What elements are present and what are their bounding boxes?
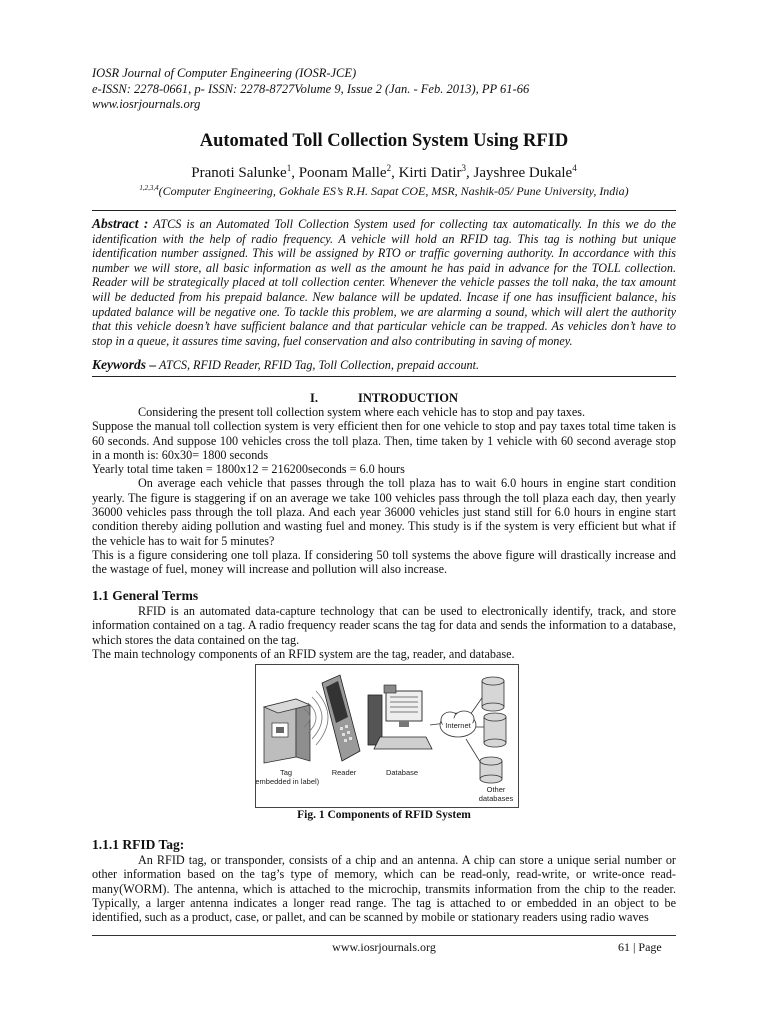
section-heading-introduction bbox=[0, 391, 768, 406]
tag-label: Tag bbox=[279, 768, 293, 777]
tag-sub-label: (embedded in label) bbox=[256, 777, 320, 786]
paragraph: An RFID tag, or transponder, consists of a chip and an antenna. A chip can store a unique serial number or other information based on the tag’s type of memory, which can be read-only, read-write, or write-once read-many(WORM). The antenna, which is attached to the microchip, transmits information from the chip to the reader. Typically, a larger antenna indicates a longer read range. The tag is attached to or embedded in an object to be identified, such as a product, case, or pallet, and can be scanned by mobile or stationary readers using radio waves bbox=[92, 853, 676, 925]
keywords-text: ATCS, RFID Reader, RFID Tag, Toll Collection, prepaid account. bbox=[158, 358, 480, 372]
footer-website[interactable]: www.iosrjournals.org bbox=[332, 940, 436, 954]
database-label: Database bbox=[385, 768, 419, 777]
paragraph: Suppose the manual toll collection system is very efficient then for one vehicle to stop and pay taxes total time taken is 60 seconds. And suppose 100 vehicles cross the toll plaza. Then, time taken by 1 vehicle with 60 second average stop in a month is: 60x30= 1800 seconds bbox=[92, 419, 676, 462]
affiliation-sup: 1,2,3,4 bbox=[139, 184, 159, 192]
internet-cloud-icon bbox=[440, 711, 476, 737]
rfid-diagram bbox=[256, 665, 518, 807]
author-sup: 4 bbox=[572, 163, 577, 173]
author-name: Jayshree Dukale bbox=[473, 165, 573, 181]
other-label: Other bbox=[486, 785, 506, 794]
affiliation bbox=[0, 184, 768, 199]
database-computer-icon bbox=[368, 685, 432, 749]
journal-header bbox=[92, 66, 529, 113]
author-sup: 3 bbox=[461, 163, 466, 173]
paragraph: Considering the present toll collection system where each vehicle has to stop and pay taxes. bbox=[138, 405, 586, 419]
figure-caption: Fig. 1 Components of RFID System bbox=[297, 809, 471, 821]
reader-label: Reader bbox=[331, 768, 357, 777]
top-divider bbox=[92, 210, 676, 211]
paragraph: RFID is an automated data-capture technology that can be used to electronically identify, track, and store information contained on a tag. A radio frequency reader scans the tag for data and sends the information to a database, which stores the data contained on the tag. bbox=[92, 604, 676, 647]
introduction-body bbox=[92, 405, 676, 577]
journal-name: IOSR Journal of Computer Engineering (IOSR-JCE) bbox=[92, 66, 357, 80]
section-title-first: I bbox=[357, 391, 363, 405]
internet-label: Internet bbox=[445, 721, 471, 730]
rfid-tag-body bbox=[92, 853, 676, 924]
abstract-text: ATCS is an Automated Toll Collection System used for collecting tax automatically. In this we do the identification with the help of radio frequency. A vehicle will hold an RFID tag. This tag is nothing but unique identification number assigned. This will be assigned by RTO or traffic governing authority. In accordance with this number we will store, all basic information as well as the amount he has paid in advance for the TOLL collection. Reader will be strategically placed at toll collection center. Whenever the vehicle passes the toll naka, the tax amount will be deducted from his prepaid balance. New balance will be updated. Incase if one has insufficient balance, his updated balance will be negative one. To tackle this problem, we are alarming a sound, which will alert the authority that this vehicle doesn’t have sufficient balance and that particular vehicle can be trapped. As vehicles don’t have to stop in a queue, it assures time saving, fuel conservation and also contributing in saving of money. bbox=[92, 217, 676, 348]
paper-title: Automated Toll Collection System Using RFID bbox=[199, 131, 569, 151]
journal-website[interactable]: www.iosrjournals.org bbox=[92, 97, 201, 111]
tag-icon bbox=[264, 699, 310, 763]
author-name: Pranoti Salunke bbox=[191, 165, 287, 181]
keywords-label: Keywords – bbox=[92, 357, 157, 372]
database-cylinder-icon bbox=[480, 677, 506, 783]
section-number: I. bbox=[309, 391, 318, 405]
abstract-label: Abstract : bbox=[92, 216, 149, 231]
author-sup: 1 bbox=[286, 163, 292, 173]
footer-page-number: 61 | Page bbox=[618, 940, 662, 954]
subsection-heading-general-terms: 1.1 General Terms bbox=[92, 588, 199, 603]
abstract bbox=[92, 217, 676, 348]
subsection-heading-rfid-tag: 1.1.1 RFID Tag: bbox=[92, 837, 185, 852]
other-sub-label: databases bbox=[478, 794, 514, 803]
keywords bbox=[92, 358, 676, 373]
affiliation-text: (Computer Engineering, Gokhale ES’s R.H. Sapat COE, MSR, Nashik-05/ Pune University, India) bbox=[158, 184, 629, 198]
author-list: Pranoti Salunke$^1$, Poonam Malle$^2$, Kirti Datir$^3$, Jayshree Dukale$^4$ bbox=[191, 163, 577, 181]
author-name: Kirti Datir bbox=[398, 165, 462, 181]
abstract-divider bbox=[92, 376, 676, 377]
paragraph: The main technology components of an RFID system are the tag, reader, and database. bbox=[92, 646, 515, 661]
section-title-rest: NTRODUCTION bbox=[362, 391, 459, 405]
general-terms-body bbox=[92, 604, 676, 661]
journal-issn: e-ISSN: 2278-0661, p- ISSN: 2278-8727Volume 9, Issue 2 (Jan. - Feb. 2013), PP 61-66 bbox=[92, 81, 530, 96]
author-name: Poonam Malle bbox=[298, 165, 387, 181]
author-sup: 2 bbox=[386, 163, 392, 173]
paragraph: This is a figure considering one toll plaza. If considering 50 toll systems the above figure will drastically increase and the wastage of fuel, money will increase and pollution will also increase. bbox=[92, 547, 676, 577]
rfid-components-figure bbox=[255, 664, 519, 808]
paragraph: Yearly total time taken = 1800x12 = 216200seconds = 6.0 hours bbox=[92, 462, 405, 477]
footer-divider bbox=[92, 935, 676, 936]
paragraph: On average each vehicle that passes through the toll plaza has to wait 6.0 hours in engine start condition yearly. The figure is staggering if on an average we take 100 vehicles pass through the toll plaza each day, then yearly 36000 vehicles pass through the toll plaza. And each year 36000 vehicles just stand still for 6.0 hours in engine start condition thereby aiding pollution and wasting fuel and money. This study is if the system is very efficient but what if the vehicle has to wait for 5 minutes? bbox=[92, 476, 676, 548]
